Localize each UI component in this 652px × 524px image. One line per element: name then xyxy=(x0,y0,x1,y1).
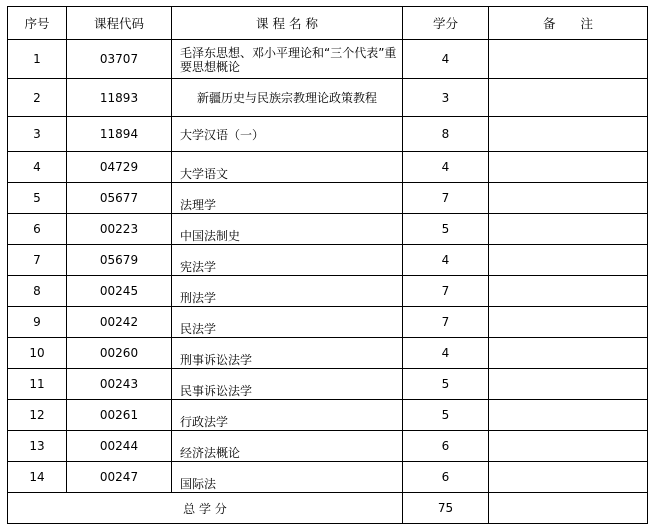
row-note xyxy=(489,245,648,276)
row-course-name-text: 大学语文 xyxy=(180,166,229,181)
row-no: 4 xyxy=(8,152,67,183)
row-course-code: 00261 xyxy=(67,400,172,431)
row-course-name-text: 法理学 xyxy=(180,197,217,212)
row-credit: 4 xyxy=(403,152,489,183)
row-course-name xyxy=(172,117,403,152)
row-note xyxy=(489,431,648,462)
row-course-code: 03707 xyxy=(67,40,172,79)
row-credit: 6 xyxy=(403,462,489,493)
row-credit: 7 xyxy=(403,183,489,214)
total-row xyxy=(8,493,648,524)
row-course-code: 05679 xyxy=(67,245,172,276)
row-note xyxy=(489,369,648,400)
row-course-code: 00247 xyxy=(67,462,172,493)
row-no: 5 xyxy=(8,183,67,214)
row-course-name xyxy=(172,183,403,214)
row-course-code: 00245 xyxy=(67,276,172,307)
row-course-name xyxy=(172,431,403,462)
header-course-name: 课 程 名 称 xyxy=(172,7,403,40)
row-no: 11 xyxy=(8,369,67,400)
row-credit: 4 xyxy=(403,245,489,276)
row-course-name xyxy=(172,276,403,307)
table-row xyxy=(8,79,648,117)
row-note xyxy=(489,183,648,214)
row-course-name-text: 经济法概论 xyxy=(180,445,241,460)
header-credit: 学分 xyxy=(403,7,489,40)
row-credit: 7 xyxy=(403,276,489,307)
table-row xyxy=(8,245,648,276)
row-course-code: 00242 xyxy=(67,307,172,338)
row-note xyxy=(489,338,648,369)
row-course-name-text: 中国法制史 xyxy=(180,228,241,243)
row-course-name xyxy=(172,462,403,493)
total-note xyxy=(489,493,648,524)
row-note xyxy=(489,214,648,245)
row-course-name-text: 行政法学 xyxy=(180,414,229,429)
row-course-name-text: 毛泽东思想、邓小平理论和“三个代表”重要思想概论 xyxy=(180,45,397,74)
row-course-name xyxy=(172,79,403,117)
row-no: 10 xyxy=(8,338,67,369)
row-credit: 7 xyxy=(403,307,489,338)
row-no: 12 xyxy=(8,400,67,431)
row-note xyxy=(489,307,648,338)
table-row xyxy=(8,214,648,245)
table-row xyxy=(8,338,648,369)
row-no: 6 xyxy=(8,214,67,245)
course-table xyxy=(7,6,648,524)
row-course-code: 00223 xyxy=(67,214,172,245)
row-no: 13 xyxy=(8,431,67,462)
row-no: 2 xyxy=(8,79,67,117)
row-course-name-text: 民法学 xyxy=(180,321,217,336)
table-row xyxy=(8,369,648,400)
row-note xyxy=(489,40,648,79)
row-course-name-text: 国际法 xyxy=(180,476,217,491)
row-course-name-text: 刑事诉讼法学 xyxy=(180,352,253,367)
row-credit: 4 xyxy=(403,338,489,369)
table-row xyxy=(8,431,648,462)
table-row xyxy=(8,152,648,183)
row-course-code: 00260 xyxy=(67,338,172,369)
row-course-code: 11894 xyxy=(67,117,172,152)
table-row xyxy=(8,117,648,152)
row-no: 1 xyxy=(8,40,67,79)
row-course-code: 05677 xyxy=(67,183,172,214)
table-row xyxy=(8,276,648,307)
row-no: 8 xyxy=(8,276,67,307)
row-course-name-text: 新疆历史与民族宗教理论政策教程 xyxy=(196,91,377,105)
row-course-name xyxy=(172,307,403,338)
row-course-name xyxy=(172,152,403,183)
row-course-name-text: 民事诉讼法学 xyxy=(180,383,253,398)
header-row xyxy=(8,7,648,40)
row-course-name xyxy=(172,400,403,431)
total-credits-label: 总 学 分 xyxy=(8,493,403,524)
row-note xyxy=(489,276,648,307)
row-course-name-text: 大学汉语（一） xyxy=(180,127,265,142)
row-note xyxy=(489,462,648,493)
row-credit: 8 xyxy=(403,117,489,152)
row-credit: 3 xyxy=(403,79,489,117)
row-course-name xyxy=(172,245,403,276)
total-credits-value: 75 xyxy=(403,493,489,524)
row-note xyxy=(489,117,648,152)
row-credit: 4 xyxy=(403,40,489,79)
row-course-name-text: 宪法学 xyxy=(180,259,217,274)
row-course-name-text: 刑法学 xyxy=(180,290,217,305)
row-course-code: 00243 xyxy=(67,369,172,400)
row-credit: 5 xyxy=(403,369,489,400)
table-row xyxy=(8,462,648,493)
row-note xyxy=(489,400,648,431)
row-course-code: 11893 xyxy=(67,79,172,117)
table-row xyxy=(8,400,648,431)
table-row xyxy=(8,183,648,214)
row-no: 9 xyxy=(8,307,67,338)
row-no: 7 xyxy=(8,245,67,276)
row-course-name xyxy=(172,369,403,400)
row-course-code: 04729 xyxy=(67,152,172,183)
row-course-name xyxy=(172,214,403,245)
header-no: 序号 xyxy=(8,7,67,40)
course-table-container xyxy=(7,6,648,524)
row-no: 3 xyxy=(8,117,67,152)
row-credit: 6 xyxy=(403,431,489,462)
row-credit: 5 xyxy=(403,214,489,245)
header-note: 备 注 xyxy=(489,7,648,40)
row-course-name xyxy=(172,40,403,79)
row-course-name xyxy=(172,338,403,369)
row-note xyxy=(489,152,648,183)
table-row xyxy=(8,40,648,79)
header-course-code: 课程代码 xyxy=(67,7,172,40)
row-no: 14 xyxy=(8,462,67,493)
row-course-code: 00244 xyxy=(67,431,172,462)
row-credit: 5 xyxy=(403,400,489,431)
row-note xyxy=(489,79,648,117)
table-row xyxy=(8,307,648,338)
